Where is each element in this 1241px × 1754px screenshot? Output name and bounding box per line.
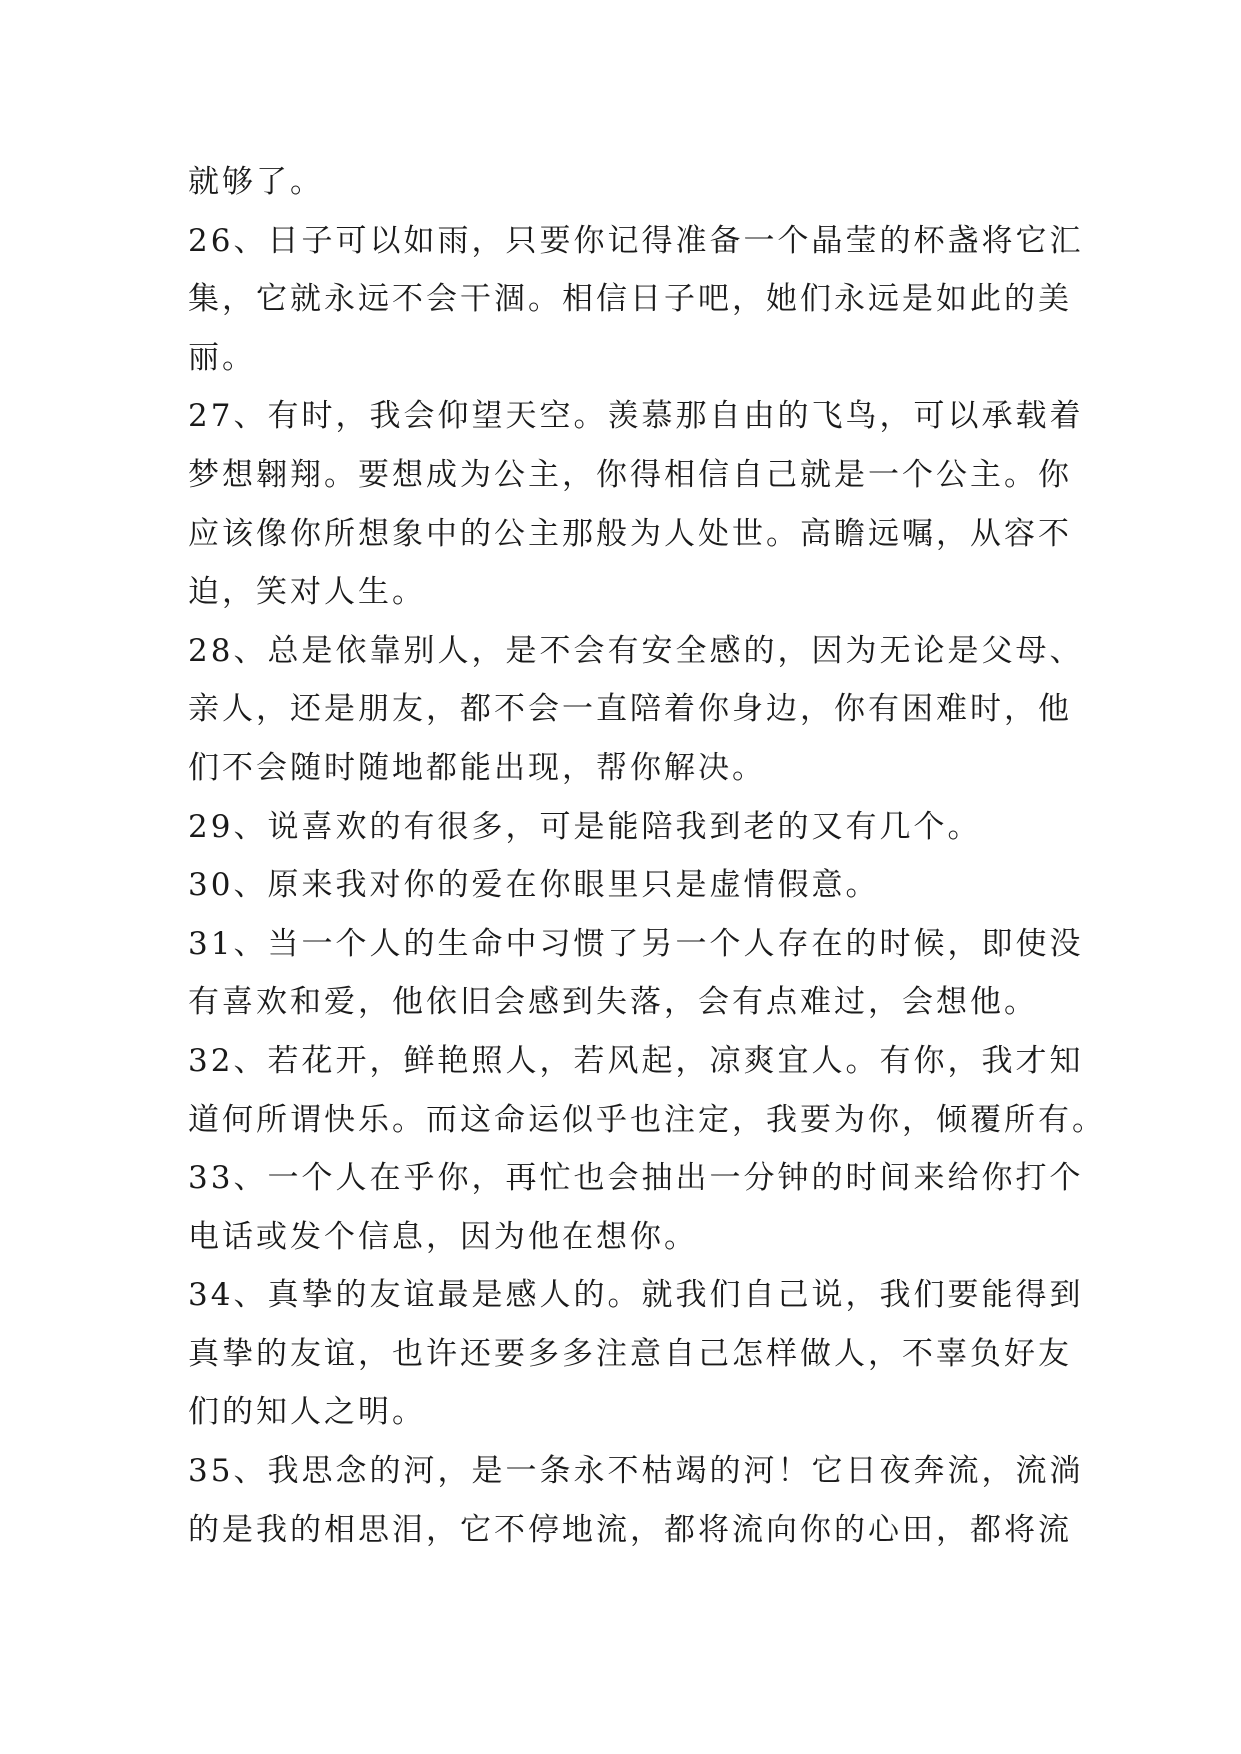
text-line: 道何所谓快乐。而这命运似乎也注定，我要为你，倾覆所有。: [188, 1101, 1106, 1138]
text-line: 33、一个人在乎你，再忙也会抽出一分钟的时间来给你打个: [188, 1160, 1084, 1197]
text-line: 亲人，还是朋友，都不会一直陪着你身边，你有困难时，他: [188, 691, 1072, 728]
text-line: 电话或发个信息，因为他在想你。: [188, 1218, 698, 1255]
text-line: 梦想翱翔。要想成为公主，你得相信自己就是一个公主。你: [188, 456, 1072, 493]
text-line: 丽。: [188, 339, 256, 376]
text-line: 30、原来我对你的爱在你眼里只是虚情假意。: [188, 867, 880, 904]
text-line: 的是我的相思泪，它不停地流，都将流向你的心田，都将流: [188, 1511, 1072, 1548]
text-line: 27、有时，我会仰望天空。羡慕那自由的飞鸟，可以承载着: [188, 398, 1084, 435]
text-line: 35、我思念的河，是一条永不枯竭的河！它日夜奔流，流淌: [188, 1453, 1084, 1490]
text-line: 迫，笑对人生。: [188, 574, 426, 611]
text-line: 28、总是依靠别人，是不会有安全感的，因为无论是父母、: [188, 632, 1084, 669]
text-line: 有喜欢和爱，他依旧会感到失落，会有点难过，会想他。: [188, 984, 1038, 1021]
text-line: 34、真挚的友谊最是感人的。就我们自己说，我们要能得到: [188, 1277, 1084, 1314]
text-line: 们的知人之明。: [188, 1394, 426, 1431]
text-line: 集，它就永远不会干涸。相信日子吧，她们永远是如此的美: [188, 281, 1072, 318]
body-text: [188, 153, 1106, 1559]
text-line: 应该像你所想象中的公主那般为人处世。高瞻远嘱，从容不: [188, 515, 1072, 552]
text-line: 们不会随时随地都能出现，帮你解决。: [188, 749, 766, 786]
text-line: 真挚的友谊，也许还要多多注意自己怎样做人，不辜负好友: [188, 1335, 1072, 1372]
text-line: 29、说喜欢的有很多，可是能陪我到老的又有几个。: [188, 808, 982, 845]
text-line: 就够了。: [188, 164, 324, 200]
text-line: 31、当一个人的生命中习惯了另一个人存在的时候，即使没: [188, 925, 1084, 962]
text-line: 26、日子可以如雨，只要你记得准备一个晶莹的杯盏将它汇: [188, 222, 1084, 259]
text-line: 32、若花开，鲜艳照人，若风起，凉爽宜人。有你，我才知: [188, 1042, 1084, 1079]
